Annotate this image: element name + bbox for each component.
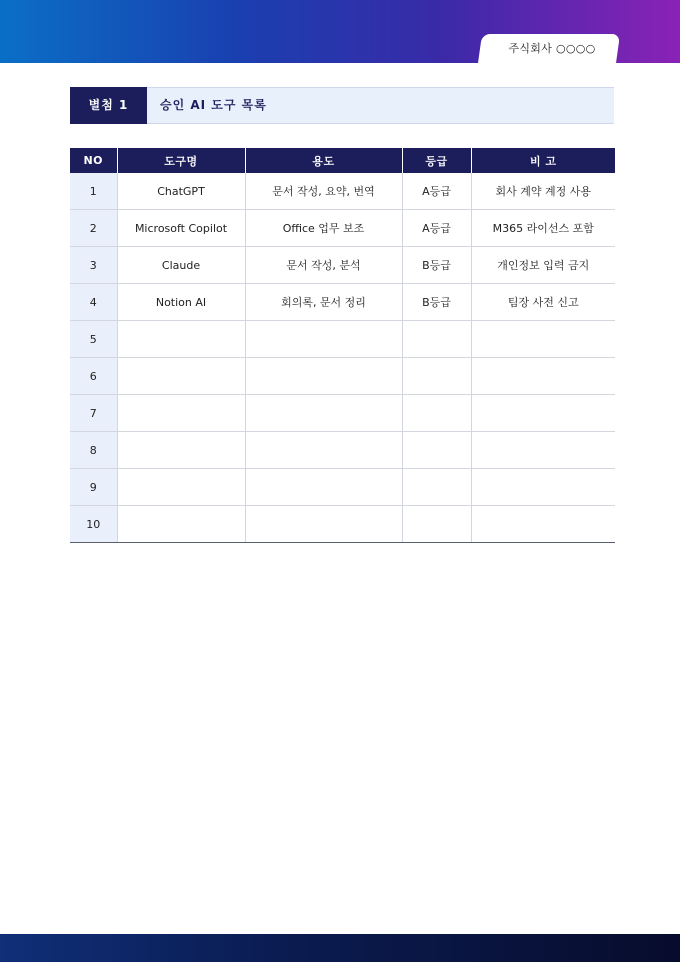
tool-name-cell: Microsoft Copilot [117,210,245,247]
grade-cell [402,358,471,395]
tool-name-cell: Notion AI [117,284,245,321]
column-header-tool: 도구명 [117,148,245,173]
note-cell [471,469,615,506]
column-header-no: NO [70,148,117,173]
grade-cell [402,506,471,543]
approved-tools-table [70,148,615,543]
row-number: 6 [70,358,117,395]
table-row [70,506,615,543]
table-row [70,395,615,432]
table-row [70,173,615,210]
purpose-cell [245,395,402,432]
purpose-cell [245,358,402,395]
grade-cell: A등급 [402,173,471,210]
table-header-row [70,148,615,173]
row-number: 7 [70,395,117,432]
column-header-note: 비 고 [471,148,615,173]
row-number: 5 [70,321,117,358]
column-header-grade: 등급 [402,148,471,173]
row-number: 9 [70,469,117,506]
tool-name-cell: Claude [117,247,245,284]
note-cell [471,395,615,432]
table-row [70,469,615,506]
company-name: 주식회사 ○○○○ [508,42,596,55]
purpose-cell: 문서 작성, 분석 [245,247,402,284]
grade-cell [402,432,471,469]
row-number: 4 [70,284,117,321]
row-number: 8 [70,432,117,469]
purpose-cell: Office 업무 보조 [245,210,402,247]
row-number: 1 [70,173,117,210]
note-cell: M365 라이선스 포함 [471,210,615,247]
table-row [70,247,615,284]
table-row [70,210,615,247]
purpose-cell [245,432,402,469]
purpose-cell: 회의록, 문서 정리 [245,284,402,321]
column-header-purpose: 용도 [245,148,402,173]
section-title: 승인 AI 도구 목록 [160,98,267,112]
grade-cell [402,395,471,432]
table-row [70,284,615,321]
tool-name-cell [117,395,245,432]
note-cell: 팀장 사전 신고 [471,284,615,321]
row-number: 3 [70,247,117,284]
note-cell: 개인정보 입력 금지 [471,247,615,284]
purpose-cell: 문서 작성, 요약, 번역 [245,173,402,210]
grade-cell [402,321,471,358]
grade-cell: B등급 [402,247,471,284]
tool-name-cell [117,358,245,395]
note-cell [471,321,615,358]
attachment-tag: 별첨 1 [70,87,147,124]
row-number: 2 [70,210,117,247]
tool-name-cell: ChatGPT [117,173,245,210]
tool-name-cell [117,321,245,358]
note-cell [471,432,615,469]
tool-name-cell [117,506,245,543]
tool-name-cell [117,469,245,506]
grade-cell: A등급 [402,210,471,247]
table-row [70,321,615,358]
grade-cell [402,469,471,506]
section-title-bar [70,87,614,124]
purpose-cell [245,321,402,358]
table-row [70,358,615,395]
grade-cell: B등급 [402,284,471,321]
row-number: 10 [70,506,117,543]
table-row [70,432,615,469]
purpose-cell [245,506,402,543]
footer-band [0,934,680,962]
note-cell [471,358,615,395]
purpose-cell [245,469,402,506]
note-cell: 회사 계약 계정 사용 [471,173,615,210]
tool-name-cell [117,432,245,469]
note-cell [471,506,615,543]
